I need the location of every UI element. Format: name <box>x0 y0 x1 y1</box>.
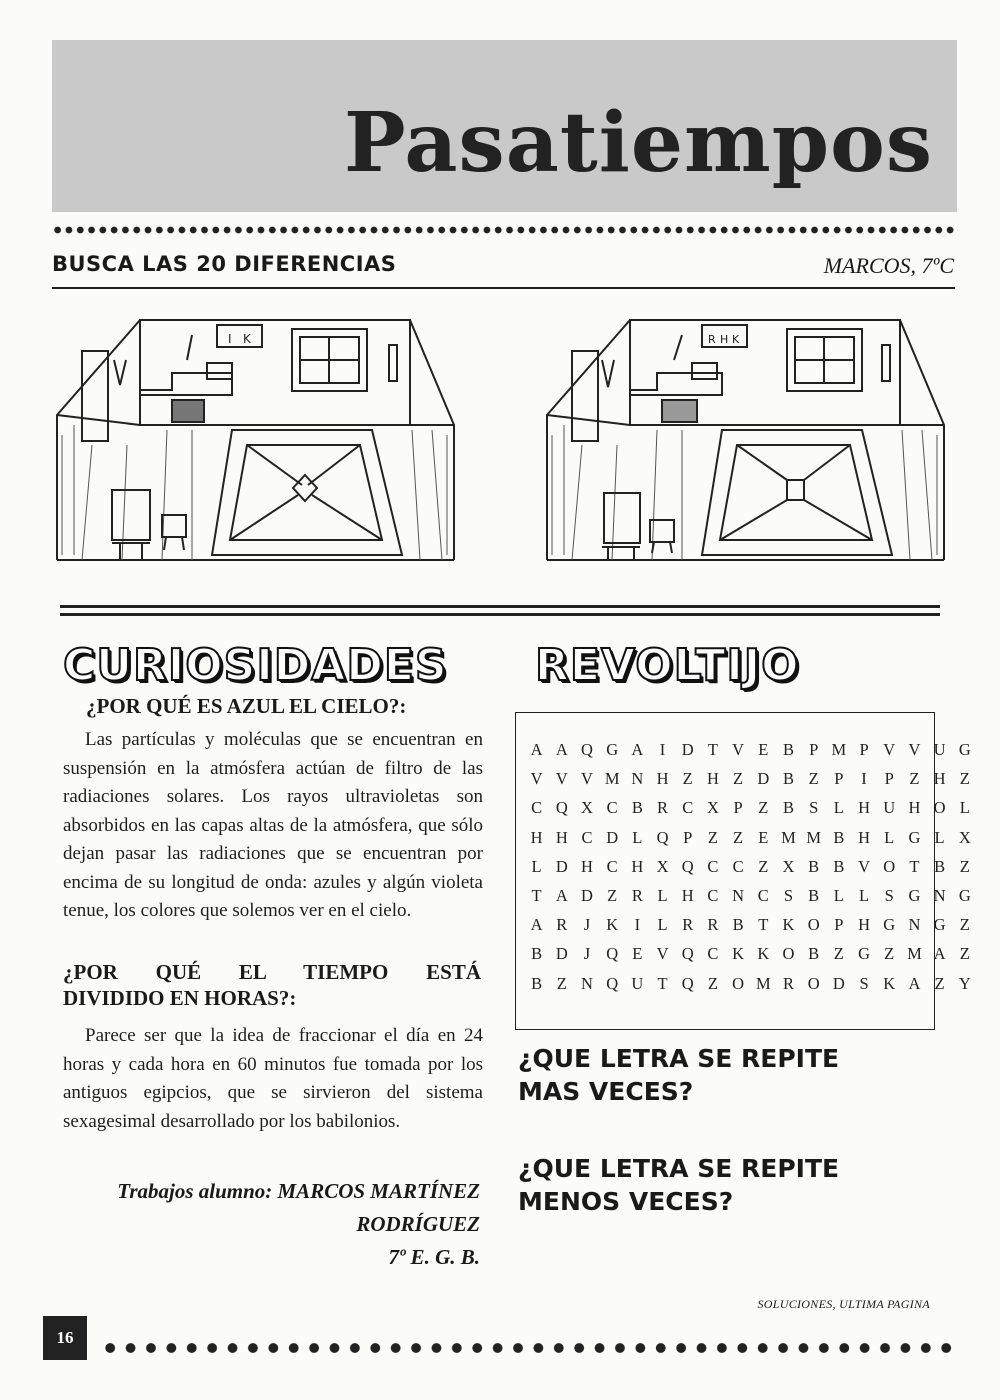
grid-cell: L <box>959 798 970 818</box>
grid-cell: Z <box>959 856 970 876</box>
grid-cell: Q <box>681 973 694 993</box>
grid-cell: H <box>555 827 568 847</box>
grid-cell: V <box>581 769 593 789</box>
grid-cell: R <box>657 798 669 818</box>
grid-cell: C <box>732 856 744 876</box>
grid-cell: S <box>884 885 894 905</box>
grid-cell: C <box>707 944 719 964</box>
grid-cell: C <box>707 885 719 905</box>
grid-cell: K <box>757 944 770 964</box>
grid-cell: L <box>531 856 542 876</box>
grid-cell: M <box>604 769 620 789</box>
grid-cell: I <box>861 769 867 789</box>
grid-cell: B <box>808 944 820 964</box>
signature-line: 7º E. G. B. <box>388 1245 480 1269</box>
grid-cell: C <box>531 798 543 818</box>
letter-grid-box <box>515 712 971 1030</box>
grid-cell: D <box>832 973 845 993</box>
grid-cell: Z <box>733 827 744 847</box>
grid-cell: R <box>631 885 643 905</box>
grid-cell: C <box>757 885 769 905</box>
question-line: MAS VECES? <box>518 1077 694 1106</box>
section-rule <box>52 287 955 289</box>
room-drawing-left <box>52 315 457 565</box>
page-number: 16 <box>43 1316 87 1360</box>
grid-cell: L <box>934 827 945 847</box>
grid-cell: B <box>808 856 820 876</box>
svg-text:I: I <box>228 332 232 346</box>
grid-cell: P <box>733 798 743 818</box>
grid-cell: X <box>958 827 971 847</box>
grid-cell: Z <box>959 769 970 789</box>
grid-cell: H <box>858 915 870 935</box>
grid-cell: A <box>933 944 946 964</box>
grid-cell: M <box>831 740 847 759</box>
grid-cell: T <box>758 915 769 935</box>
grid-cell: O <box>782 944 795 964</box>
grid-cell: A <box>530 740 543 759</box>
grid-cell: B <box>833 827 845 847</box>
grid-cell: X <box>782 856 795 876</box>
grid-cell: A <box>555 885 568 905</box>
grid-cell: H <box>656 769 669 789</box>
grid-row <box>524 857 977 886</box>
grid-cell: T <box>657 973 668 993</box>
grid-cell: Z <box>909 769 920 789</box>
grid-cell: K <box>782 915 795 935</box>
grid-cell: U <box>883 798 896 818</box>
svg-text:K: K <box>732 333 740 346</box>
dotted-divider <box>52 225 958 235</box>
question-line: MENOS VECES? <box>518 1187 734 1216</box>
grid-cell: G <box>908 885 921 905</box>
grid-cell: Z <box>833 944 844 964</box>
grid-row <box>524 974 977 1003</box>
grid-cell: Q <box>656 827 669 847</box>
grid-cell: B <box>833 856 845 876</box>
grid-cell: H <box>530 827 543 847</box>
grid-cell: B <box>782 798 794 818</box>
question-time-hours-line2: DIVIDIDO EN HORAS?: <box>63 986 297 1010</box>
grid-cell: K <box>883 973 896 993</box>
grid-cell: I <box>659 740 666 759</box>
grid-cell: V <box>656 944 669 964</box>
grid-cell: U <box>631 973 644 993</box>
grid-cell: J <box>583 944 591 964</box>
grid-cell: K <box>606 915 619 935</box>
footer-dotted-divider <box>100 1341 955 1355</box>
svg-text:H: H <box>720 333 729 346</box>
grid-row <box>524 769 977 798</box>
grid-cell: N <box>732 885 745 905</box>
grid-cell: C <box>581 827 593 847</box>
grid-cell: S <box>859 973 869 993</box>
grid-cell: T <box>531 885 542 905</box>
answer-time-hours: Parece ser que la idea de fraccionar el día en 24 horas y cada hora en 60 minutos fue tomada por los antiguos egipcios, que se sirvieron del sistema sexagesimal desarrollado por los babilonios. <box>63 1025 483 1132</box>
grid-cell: D <box>606 827 619 847</box>
grid-cell: P <box>834 915 844 935</box>
grid-cell: H <box>631 856 644 876</box>
room-drawing-right <box>542 315 947 565</box>
grid-cell: Q <box>681 856 694 876</box>
grid-cell: A <box>555 740 568 759</box>
grid-cell: Z <box>733 769 744 789</box>
solutions-note: SOLUCIONES, ULTIMA PAGINA <box>757 1297 930 1311</box>
grid-cell: P <box>884 769 894 789</box>
signature-line: RODRÍGUEZ <box>356 1212 480 1236</box>
grid-cell: Z <box>884 944 895 964</box>
grid-cell: G <box>908 827 921 847</box>
grid-cell: G <box>958 740 971 759</box>
grid-cell: B <box>934 856 946 876</box>
grid-cell: O <box>807 915 820 935</box>
grid-cell: D <box>555 944 568 964</box>
grid-cell: X <box>706 798 719 818</box>
author-signature <box>60 1175 480 1274</box>
differences-author: MARCOS, 7ºC <box>823 253 954 278</box>
grid-cell: H <box>933 769 946 789</box>
grid-cell: H <box>858 798 870 818</box>
grid-cell: H <box>581 856 593 876</box>
grid-row <box>524 915 977 944</box>
answer-sky-blue: Las partículas y moléculas que se encuentran en suspensión en la atmósfera actúan de filtro de las radiaciones solares. Los rayos ultravioletas son absorbidos en las capas altas de la atmósfera, que sólo dejan pasar las radiaciones que se encuentran por encima de su longitud de onda: azules y algún violeta tenue, los colores que solemos ver en el cielo. <box>63 729 483 921</box>
grid-cell: D <box>757 769 770 789</box>
grid-cell: R <box>707 915 719 935</box>
grid-cell: V <box>858 856 870 876</box>
grid-cell: Z <box>808 769 819 789</box>
grid-cell: N <box>908 915 921 935</box>
grid-cell: Z <box>758 856 769 876</box>
signature-line: Trabajos alumno: MARCOS MARTÍNEZ <box>117 1179 480 1203</box>
grid-cell: D <box>555 856 568 876</box>
header-banner <box>52 40 957 212</box>
grid-cell: L <box>657 885 668 905</box>
grid-cell: R <box>682 915 694 935</box>
grid-row <box>524 886 977 915</box>
differences-heading: BUSCA LAS 20 DIFERENCIAS <box>52 252 397 276</box>
grid-cell: B <box>808 885 820 905</box>
grid-cell: O <box>732 973 745 993</box>
grid-row <box>524 740 977 769</box>
grid-cell: V <box>555 769 568 789</box>
grid-cell: M <box>907 944 922 964</box>
letter-grid <box>524 740 977 1003</box>
question-line: ¿QUE LETRA SE REPITE <box>518 1154 840 1183</box>
grid-cell: M <box>781 827 796 847</box>
grid-cell: Q <box>555 798 568 818</box>
grid-cell: Z <box>959 915 970 935</box>
grid-cell: L <box>858 885 870 905</box>
grid-cell: B <box>631 798 643 818</box>
grid-cell: P <box>859 740 869 759</box>
grid-cell: Z <box>934 973 945 993</box>
grid-cell: H <box>681 885 694 905</box>
grid-cell: V <box>908 740 921 759</box>
grid-cell: C <box>682 798 694 818</box>
section-double-rule-bottom <box>60 613 940 616</box>
grid-cell: A <box>908 973 921 993</box>
grid-cell: A <box>530 915 543 935</box>
grid-cell: Z <box>556 973 567 993</box>
curiosidades-title: CURIOSIDADES <box>63 640 448 691</box>
grid-cell: Z <box>758 798 769 818</box>
svg-text:K: K <box>243 332 251 346</box>
grid-cell: O <box>807 973 820 993</box>
grid-cell: G <box>933 915 946 935</box>
grid-cell: X <box>656 856 669 876</box>
grid-cell: V <box>530 769 543 789</box>
grid-cell: Q <box>681 944 694 964</box>
grid-cell: C <box>606 856 618 876</box>
grid-cell: Q <box>606 944 619 964</box>
question-most-repeated <box>518 1042 839 1108</box>
grid-cell: T <box>909 856 920 876</box>
grid-cell: L <box>657 915 668 935</box>
grid-cell: D <box>581 885 593 905</box>
grid-cell: B <box>531 973 543 993</box>
grid-cell: E <box>758 827 769 847</box>
question-least-repeated <box>518 1152 839 1218</box>
grid-cell: B <box>782 769 794 789</box>
revoltijo-title: REVOLTIJO <box>535 640 800 691</box>
grid-cell: L <box>884 827 895 847</box>
grid-cell: B <box>732 915 744 935</box>
grid-cell: B <box>782 740 794 759</box>
grid-cell: C <box>606 798 618 818</box>
grid-cell: L <box>833 798 844 818</box>
grid-cell: I <box>634 915 641 935</box>
question-sky-blue: ¿POR QUÉ ES AZUL EL CIELO?: <box>86 694 407 718</box>
question-time-hours-line1: ¿POR QUÉ EL TIEMPO ESTÁ <box>63 960 481 984</box>
grid-cell: S <box>783 885 794 905</box>
grid-cell: Q <box>606 973 619 993</box>
grid-cell: Z <box>607 885 618 905</box>
page-title: Pasatiempos <box>343 95 933 191</box>
grid-cell: N <box>631 769 644 789</box>
grid-cell: V <box>732 740 745 759</box>
grid-cell: N <box>933 885 946 905</box>
grid-cell: O <box>933 798 946 818</box>
grid-cell: H <box>858 827 870 847</box>
grid-cell: R <box>782 973 794 993</box>
grid-row <box>524 798 977 827</box>
grid-cell: H <box>908 798 921 818</box>
grid-row <box>524 944 977 973</box>
grid-cell: D <box>681 740 694 759</box>
grid-cell: X <box>581 798 593 818</box>
grid-cell: Z <box>707 973 718 993</box>
question-line: ¿QUE LETRA SE REPITE <box>518 1044 840 1073</box>
grid-cell: G <box>858 944 870 964</box>
grid-cell: Q <box>581 740 593 759</box>
grid-cell: V <box>883 740 896 759</box>
grid-cell: Z <box>682 769 693 789</box>
grid-cell: C <box>707 856 719 876</box>
grid-cell: P <box>683 827 693 847</box>
grid-cell: Y <box>958 973 971 993</box>
grid-cell: P <box>809 740 819 759</box>
grid-cell: S <box>809 798 819 818</box>
svg-text:R: R <box>708 333 716 346</box>
grid-cell: G <box>958 885 971 905</box>
grid-cell: M <box>806 827 821 847</box>
grid-cell: G <box>883 915 896 935</box>
grid-cell: Z <box>707 827 718 847</box>
grid-cell: L <box>833 885 844 905</box>
grid-cell: L <box>632 827 643 847</box>
grid-cell: O <box>883 856 896 876</box>
grid-cell: G <box>606 740 619 759</box>
grid-row <box>524 828 977 857</box>
grid-cell: K <box>732 944 745 964</box>
grid-cell: B <box>531 944 543 964</box>
grid-cell: A <box>631 740 644 759</box>
grid-cell: U <box>933 740 946 759</box>
grid-cell: E <box>758 740 769 759</box>
grid-cell: J <box>583 915 591 935</box>
grid-cell: Z <box>959 944 970 964</box>
grid-cell: N <box>581 973 593 993</box>
grid-cell: H <box>706 769 719 789</box>
grid-cell: T <box>707 740 718 759</box>
grid-cell: M <box>755 973 771 993</box>
section-double-rule-top <box>60 605 940 608</box>
grid-cell: E <box>632 944 643 964</box>
grid-cell: P <box>834 769 844 789</box>
grid-cell: R <box>556 915 568 935</box>
